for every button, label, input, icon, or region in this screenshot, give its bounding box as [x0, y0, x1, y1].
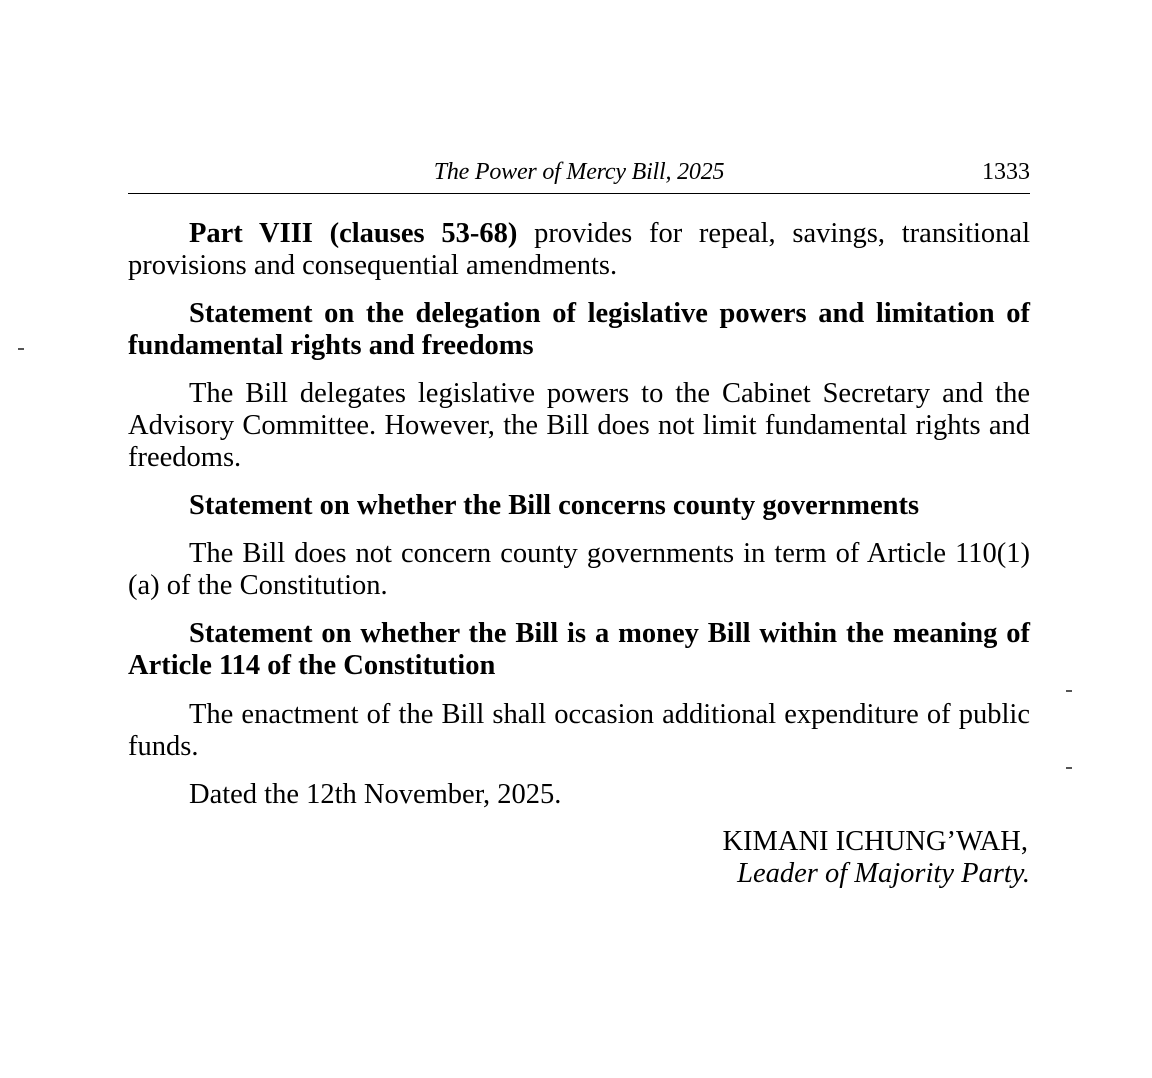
scan-speck [1066, 767, 1072, 769]
paragraph-delegation: The Bill delegates legislative powers to the Cabinet Secretary and the Advisory Committee. However, the Bill does not limit fundamental rights and freedoms. [128, 378, 1030, 473]
signatory-role: Leader of Majority Party. [737, 858, 1030, 889]
part-viii-text: provides for repeal, savings, transitional provisions and consequential amendments. [128, 218, 1030, 281]
running-header [128, 157, 1030, 194]
heading-delegation: Statement on the delegation of legislative powers and limitation of fundamental rights and freedoms [128, 298, 1030, 361]
dated-line: Dated the 12th November, 2025. [189, 779, 562, 810]
document-page [128, 0, 1030, 1078]
paragraph-county: The Bill does not concern county governments in term of Article 110(1)(a) of the Constitution. [128, 538, 1030, 601]
part-viii-lead: Part VIII (clauses 53-68) [189, 218, 518, 249]
signatory-name: KIMANI ICHUNG’WAH, [722, 826, 1028, 857]
scan-speck [1066, 690, 1072, 692]
heading-money-bill: Statement on whether the Bill is a money Bill within the meaning of Article 114 of the Constitution [128, 618, 1030, 681]
heading-county: Statement on whether the Bill concerns county governments [189, 490, 920, 521]
part-viii-paragraph [128, 218, 1030, 282]
running-title: The Power of Mercy Bill, 2025 [433, 159, 725, 185]
page-number: 1333 [982, 159, 1030, 185]
paragraph-money-bill: The enactment of the Bill shall occasion additional expenditure of public funds. [128, 699, 1030, 762]
scan-speck [18, 348, 24, 350]
